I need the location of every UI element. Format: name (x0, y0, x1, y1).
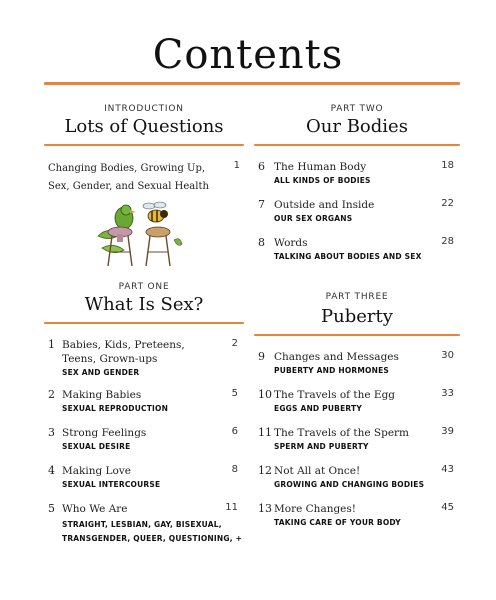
bird-and-bee-on-stools-icon (94, 196, 186, 270)
chapter-page-number: 45 (441, 502, 454, 513)
chapter-title: Who We Are (62, 503, 128, 515)
part-one-label: PART ONE (118, 282, 170, 292)
part-one-rule (44, 322, 244, 324)
chapter-subtitle: STRAIGHT, LESBIAN, GAY, BISEXUAL, TRANSGENDER, QUEER, QUESTIONING, + (62, 520, 243, 543)
toc-entry-4[interactable] (48, 464, 240, 488)
chapter-page-number: 6 (231, 426, 238, 437)
chapter-page-number: 18 (441, 160, 454, 171)
chapter-title: Outside and Inside (274, 199, 375, 211)
chapter-page-number: 11 (225, 502, 238, 513)
chapter-page-number: 43 (441, 464, 454, 475)
chapter-page-number: 8 (231, 464, 238, 475)
chapter-title: More Changes! (274, 503, 357, 515)
chapter-number: 1 (48, 338, 55, 351)
chapter-number: 3 (48, 426, 55, 439)
toc-entry-1[interactable] (48, 338, 240, 378)
part-three-title: Puberty (321, 306, 393, 327)
title-rule (44, 82, 460, 85)
chapter-subtitle: GROWING AND CHANGING BODIES (274, 480, 425, 489)
chapter-subtitle: SEXUAL INTERCOURSE (62, 480, 161, 489)
intro-rule (44, 144, 244, 146)
chapter-number: 6 (258, 160, 265, 173)
toc-entry-6[interactable] (258, 160, 458, 186)
chapter-number: 12 (258, 464, 272, 477)
chapter-subtitle: TALKING ABOUT BODIES AND SEX (274, 252, 422, 261)
toc-entry-5[interactable] (48, 502, 248, 546)
intro-label: INTRODUCTION (104, 104, 184, 114)
chapter-title: The Travels of the Egg (274, 389, 396, 401)
chapter-title: Changes and Messages (274, 351, 399, 363)
chapter-title: Words (274, 237, 308, 249)
part-two-label: PART TWO (330, 104, 384, 114)
chapter-page-number: 39 (441, 426, 454, 437)
part-one-title: What Is Sex? (84, 294, 204, 315)
toc-entry-7[interactable] (258, 198, 458, 224)
chapter-page-number: 2 (231, 338, 238, 349)
chapter-number: 13 (258, 502, 272, 515)
chapter-subtitle: SEXUAL REPRODUCTION (62, 404, 169, 413)
toc-entry-10[interactable] (258, 388, 458, 414)
chapter-title: Not All at Once! (274, 465, 361, 477)
part-two-title: Our Bodies (306, 116, 408, 137)
chapter-title: Making Babies (62, 389, 142, 401)
chapter-number: 5 (48, 502, 55, 515)
chapter-title: Strong Feelings (62, 427, 147, 439)
chapter-subtitle: EGGS AND PUBERTY (274, 404, 362, 413)
intro-title: Lots of Questions (64, 116, 224, 137)
chapter-title: Babies, Kids, Preteens, Teens, Grown-ups (62, 339, 185, 365)
toc-entry-13[interactable] (258, 502, 458, 528)
chapter-page-number: 33 (441, 388, 454, 399)
intro-text[interactable]: Changing Bodies, Growing Up, Sex, Gender, and Sexual Health (48, 163, 209, 192)
chapter-title: The Human Body (274, 161, 367, 173)
chapter-number: 8 (258, 236, 265, 249)
chapter-subtitle: ALL KINDS OF BODIES (274, 176, 371, 185)
toc-entry-8[interactable] (258, 236, 458, 262)
toc-entry-9[interactable] (258, 350, 458, 376)
chapter-subtitle: OUR SEX ORGANS (274, 214, 353, 223)
toc-entry-2[interactable] (48, 388, 240, 412)
part-three-label: PART THREE (325, 292, 389, 302)
chapter-page-number: 30 (441, 350, 454, 361)
page-title: Contents (152, 32, 344, 78)
chapter-page-number: 5 (231, 388, 238, 399)
part-two-rule (254, 144, 460, 146)
toc-entry-3[interactable] (48, 426, 240, 450)
intro-page-number: 1 (233, 160, 240, 171)
chapter-number: 10 (258, 388, 272, 401)
chapter-subtitle: SEX AND GENDER (62, 368, 140, 377)
chapter-number: 4 (48, 464, 55, 477)
chapter-subtitle: SEXUAL DESIRE (62, 442, 131, 451)
chapter-number: 9 (258, 350, 265, 363)
toc-entry-12[interactable] (258, 464, 458, 490)
chapter-subtitle: SPERM AND PUBERTY (274, 442, 369, 451)
part-three-rule (254, 334, 460, 336)
chapter-page-number: 28 (441, 236, 454, 247)
chapter-number: 7 (258, 198, 265, 211)
chapter-subtitle: TAKING CARE OF YOUR BODY (274, 518, 401, 527)
chapter-number: 11 (258, 426, 272, 439)
chapter-subtitle: PUBERTY AND HORMONES (274, 366, 390, 375)
chapter-number: 2 (48, 388, 55, 401)
chapter-title: The Travels of the Sperm (274, 427, 410, 439)
chapter-title: Making Love (62, 465, 131, 477)
chapter-page-number: 22 (441, 198, 454, 209)
toc-entry-11[interactable] (258, 426, 458, 452)
